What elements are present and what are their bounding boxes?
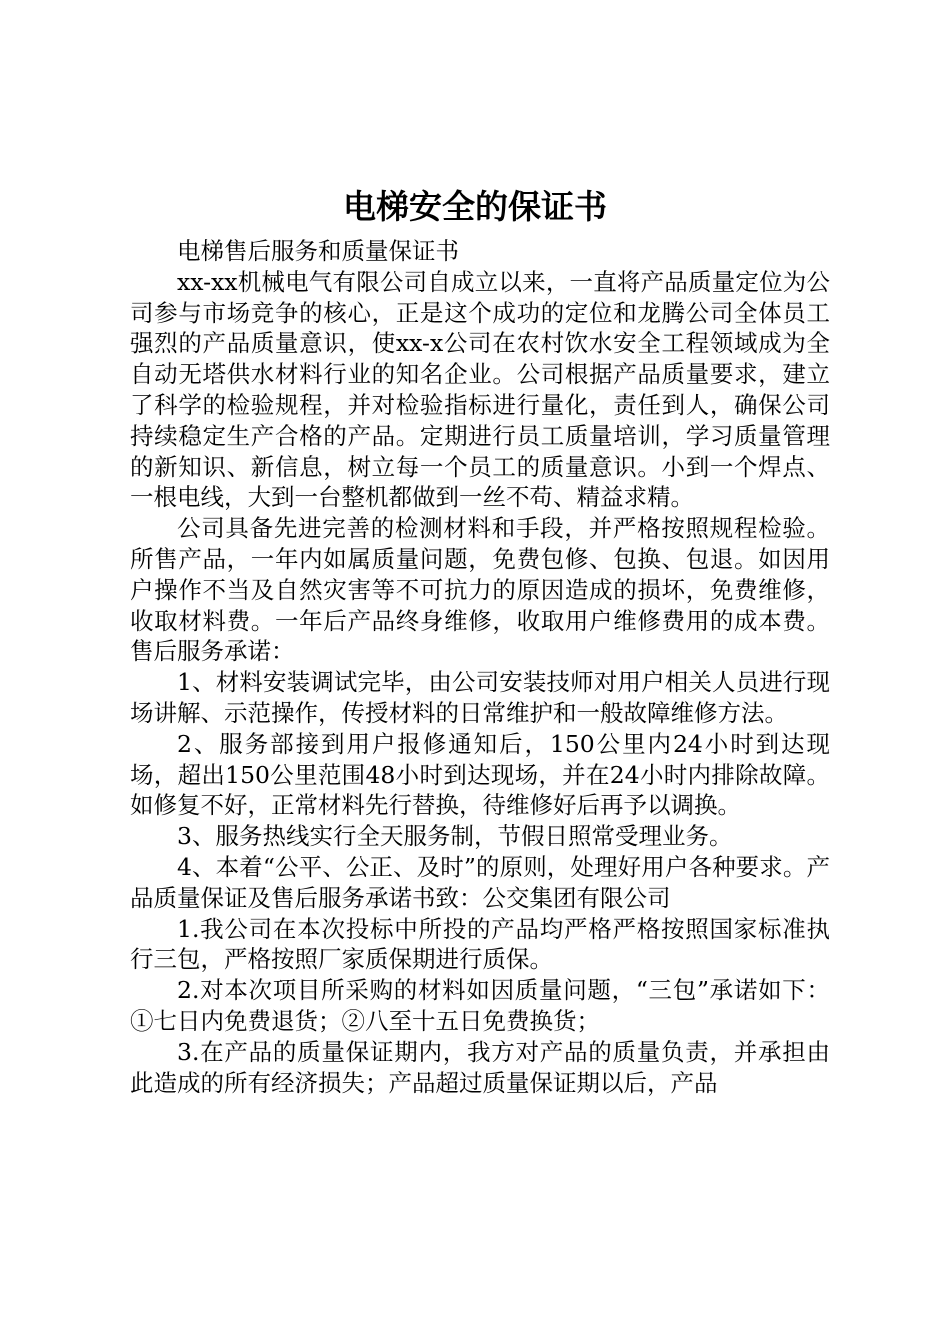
commitment-item-4: 4、本着“公平、公正、及时”的原则，处理好用户各种要求。产品质量保证及售后服务承诺书致：公交集团有限公司 — [130, 852, 830, 912]
warranty-paragraph: 公司具备先进完善的检测材料和手段，并严格按照规程检验。所售产品，一年内如属质量问题，免费包修、包换、包退。如因用户操作不当及自然灾害等不可抗力的原因造成的损坏，免费维修，收取材料费。一年后产品终身维修，收取用户维修费用的成本费。售后服务承诺： — [130, 514, 830, 666]
commitment-item-3: 3、服务热线实行全天服务制，节假日照常受理业务。 — [177, 822, 733, 851]
commitment-item-1: 1、材料安装调试完毕，由公司安装技师对用户相关人员进行现场讲解、示范操作，传授材料的日常维护和一般故障维修方法。 — [130, 668, 830, 727]
commitment-item-2: 2、服务部接到用户报修通知后，150公里内24小时到达现场，超出150公里范围48小时到达现场，并在24小时内排除故障。如修复不好，正常材料先行替换，待维修好后再予以调换。 — [130, 729, 830, 820]
company-intro-paragraph: xx-xx机械电气有限公司自成立以来，一直将产品质量定位为公司参与市场竞争的核心，正是这个成功的定位和龙腾公司全体员工强烈的产品质量意识，使xx-x公司在农村饮水安全工程领域成为全自动无塔供水材料行业的知名企业。公司根据产品质量要求，建立了科学的检验规程，并对检验指标进行量化，责任到人，确保公司持续稳定生产合格的产品。定期进行员工质量培训，学习质量管理的新知识、新信息，树立每一个员工的质量意识。小到一个焊点、一根电线，大到一台整机都做到一丝不苟、精益求精。 — [130, 267, 830, 512]
document-body — [130, 236, 830, 1098]
guarantee-item-1: 1.我公司在本次投标中所投的产品均严格严格按照国家标准执行三包，严格按照厂家质保期进行质保。 — [130, 914, 830, 974]
document-title: 电梯安全的保证书 — [343, 187, 607, 226]
guarantee-item-3: 3.在产品的质量保证期内，我方对产品的质量负责，并承担由此造成的所有经济损失；产品超过质量保证期以后，产品 — [130, 1037, 830, 1097]
subtitle-paragraph: 电梯售后服务和质量保证书 — [177, 237, 459, 265]
guarantee-item-2: 2.对本次项目所采购的材料如因质量问题，“三包”承诺如下：①七日内免费退货；②八至十五日免费换货； — [130, 976, 830, 1035]
